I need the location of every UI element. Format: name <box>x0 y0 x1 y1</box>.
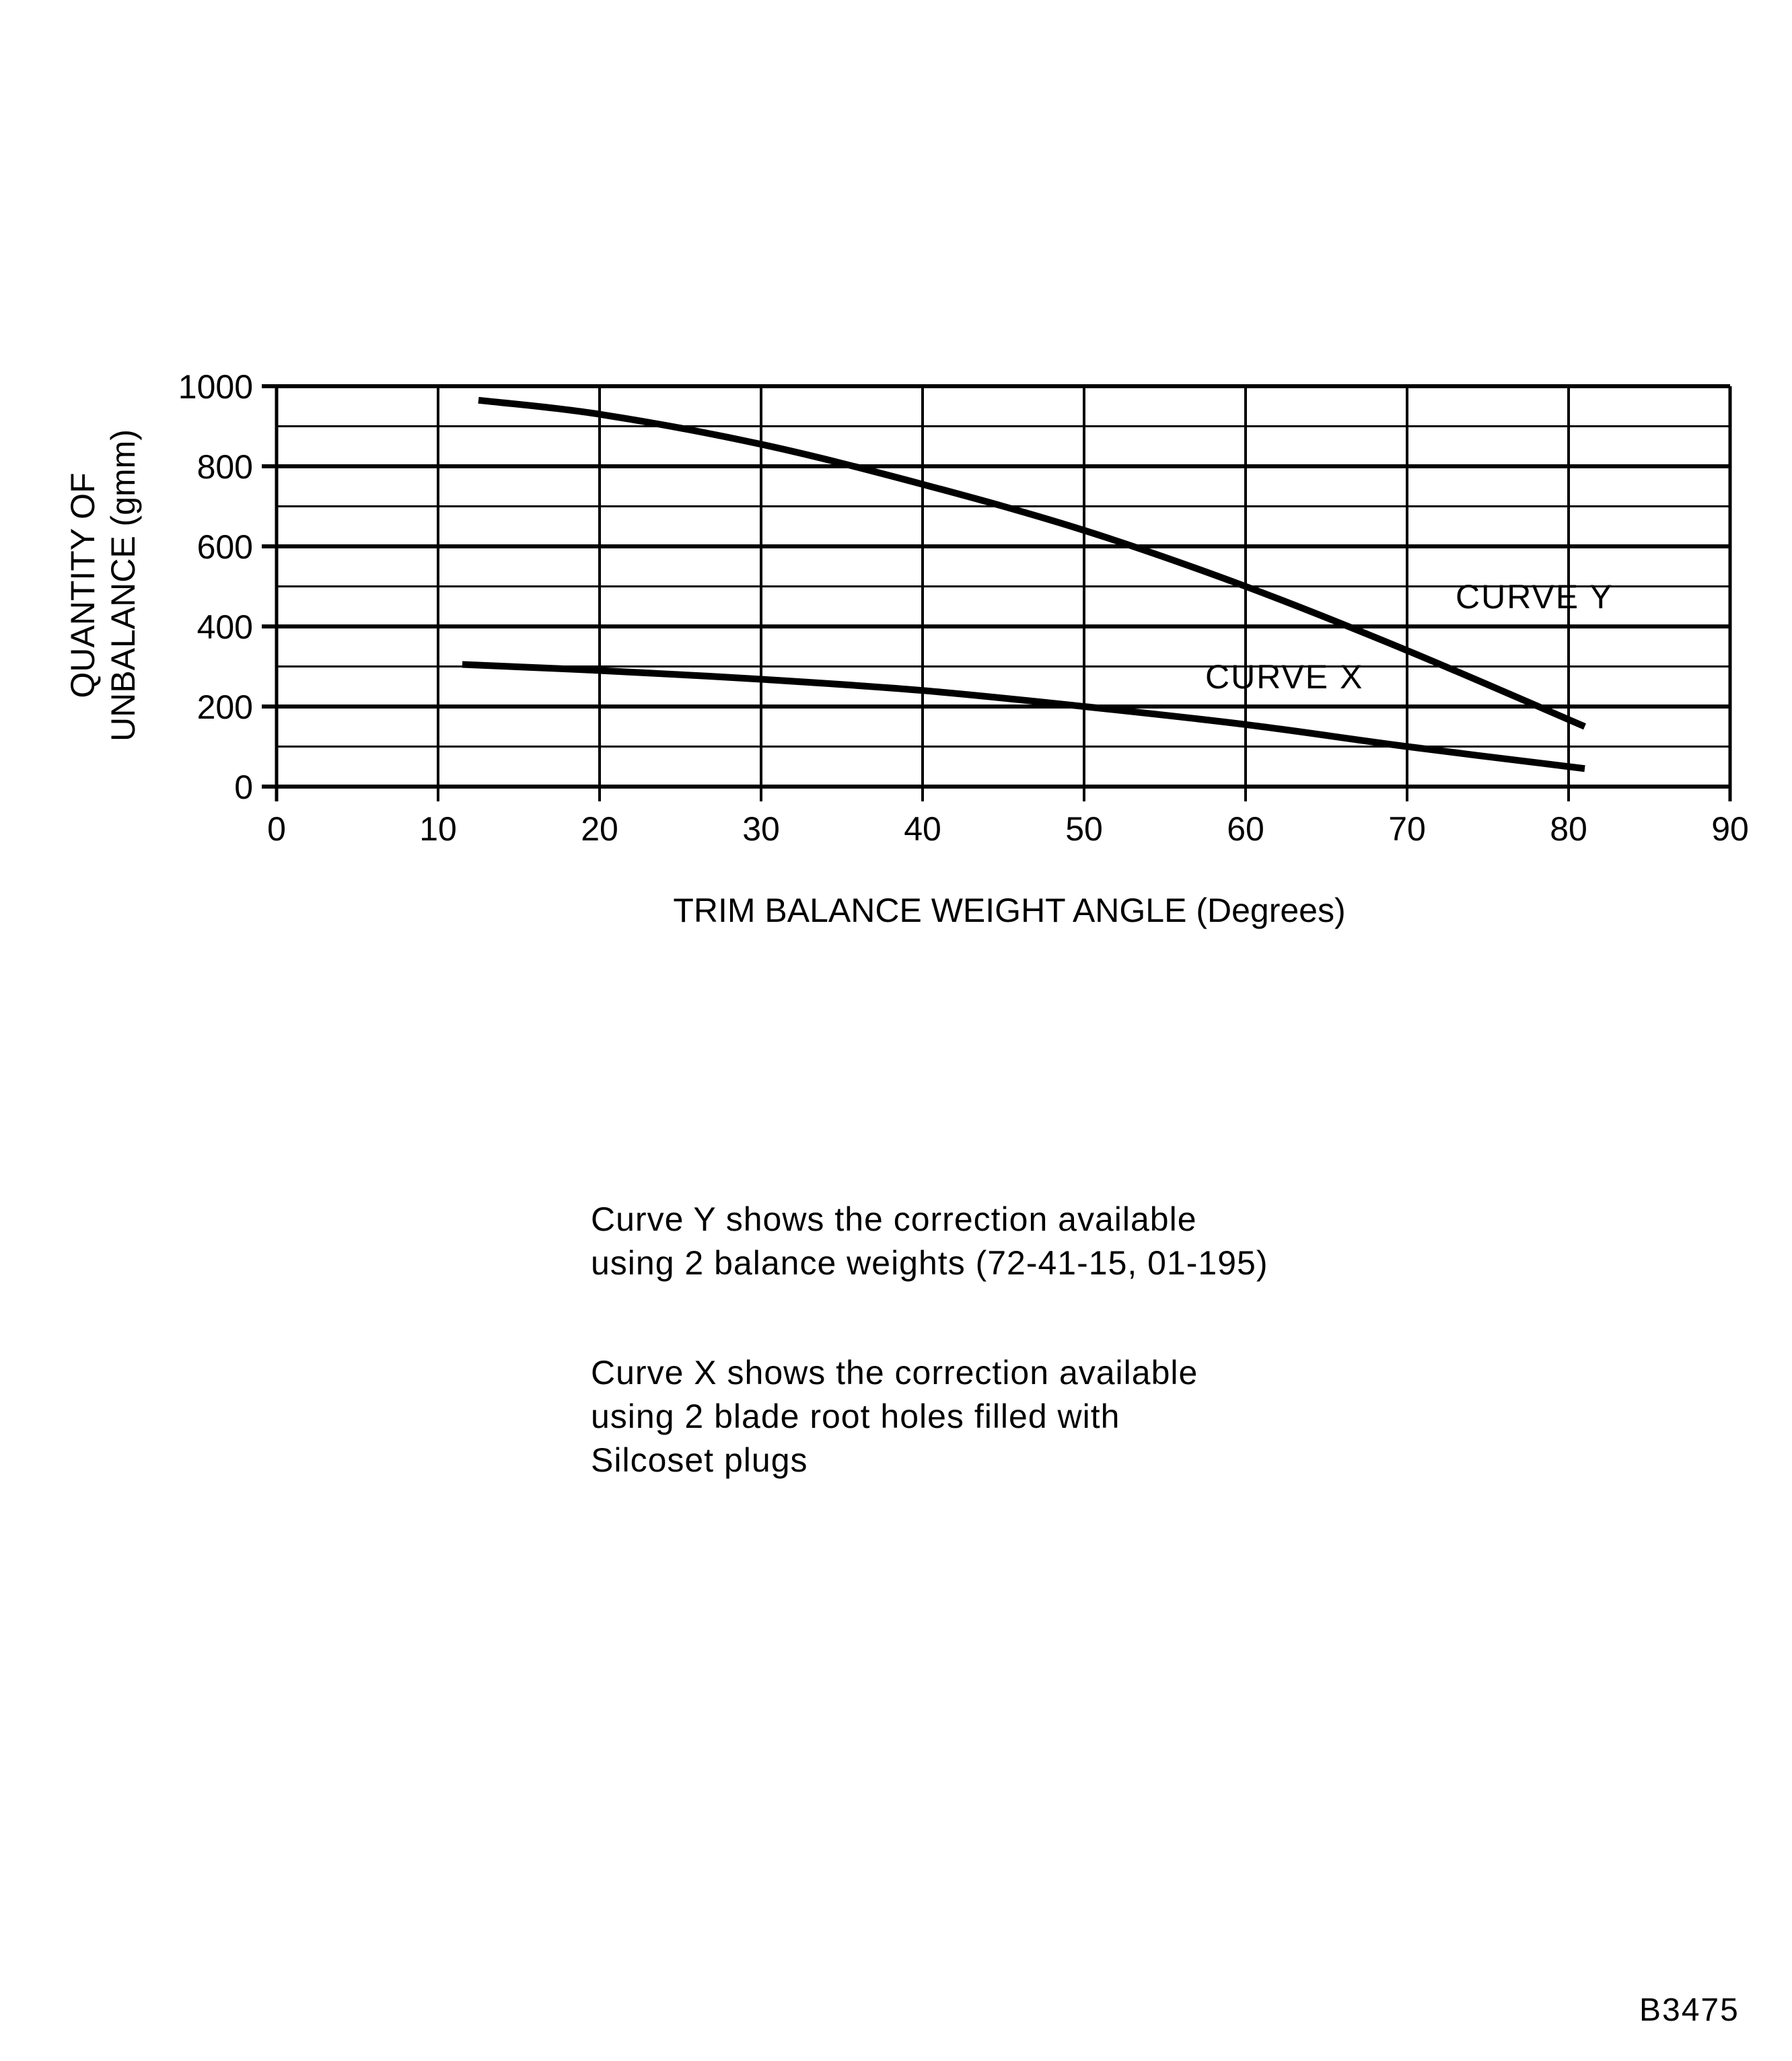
series-line-curve-x <box>462 665 1585 769</box>
series <box>462 400 1585 768</box>
x-tick-label: 50 <box>1065 810 1103 848</box>
y-tick-label: 800 <box>196 448 253 486</box>
x-tick-label: 30 <box>742 810 780 848</box>
x-tick-label: 80 <box>1550 810 1587 848</box>
x-tick-label: 20 <box>581 810 618 848</box>
x-tick-label: 0 <box>267 810 286 848</box>
x-tick-label: 90 <box>1711 810 1749 848</box>
note-line: using 2 blade root holes filled with <box>591 1398 1120 1435</box>
note-curve-y <box>591 1198 1268 1285</box>
x-tick-label: 70 <box>1388 810 1426 848</box>
figure-id: B3475 <box>1639 1992 1740 2028</box>
y-tick-label: 400 <box>196 608 253 646</box>
y-tick-label: 600 <box>196 528 253 566</box>
note-curve-x <box>591 1351 1198 1482</box>
x-tick-label: 10 <box>419 810 457 848</box>
y-tick-label: 0 <box>234 768 253 806</box>
note-line: Curve X shows the correction available <box>591 1354 1198 1391</box>
y-tick-label: 200 <box>196 688 253 726</box>
note-line: Curve Y shows the correction available <box>591 1200 1197 1238</box>
annotation-label: CURVE Y <box>1456 578 1614 616</box>
y-tick-label: 1000 <box>178 368 253 406</box>
x-tick-label: 40 <box>904 810 941 848</box>
x-axis-label: TRIM BALANCE WEIGHT ANGLE (Degrees) <box>673 892 1346 929</box>
annotation-label: CURVE X <box>1205 658 1364 696</box>
x-tick-label: 60 <box>1227 810 1264 848</box>
note-line: using 2 balance weights (72-41-15, 01-195) <box>591 1244 1268 1282</box>
note-line: Silcoset plugs <box>591 1441 808 1479</box>
y-axis-label-line2: UNBALANCE (gmm) <box>104 429 142 742</box>
y-axis-label-line1: QUANTITY OF <box>64 472 102 698</box>
series-line-curve-y <box>478 400 1585 727</box>
